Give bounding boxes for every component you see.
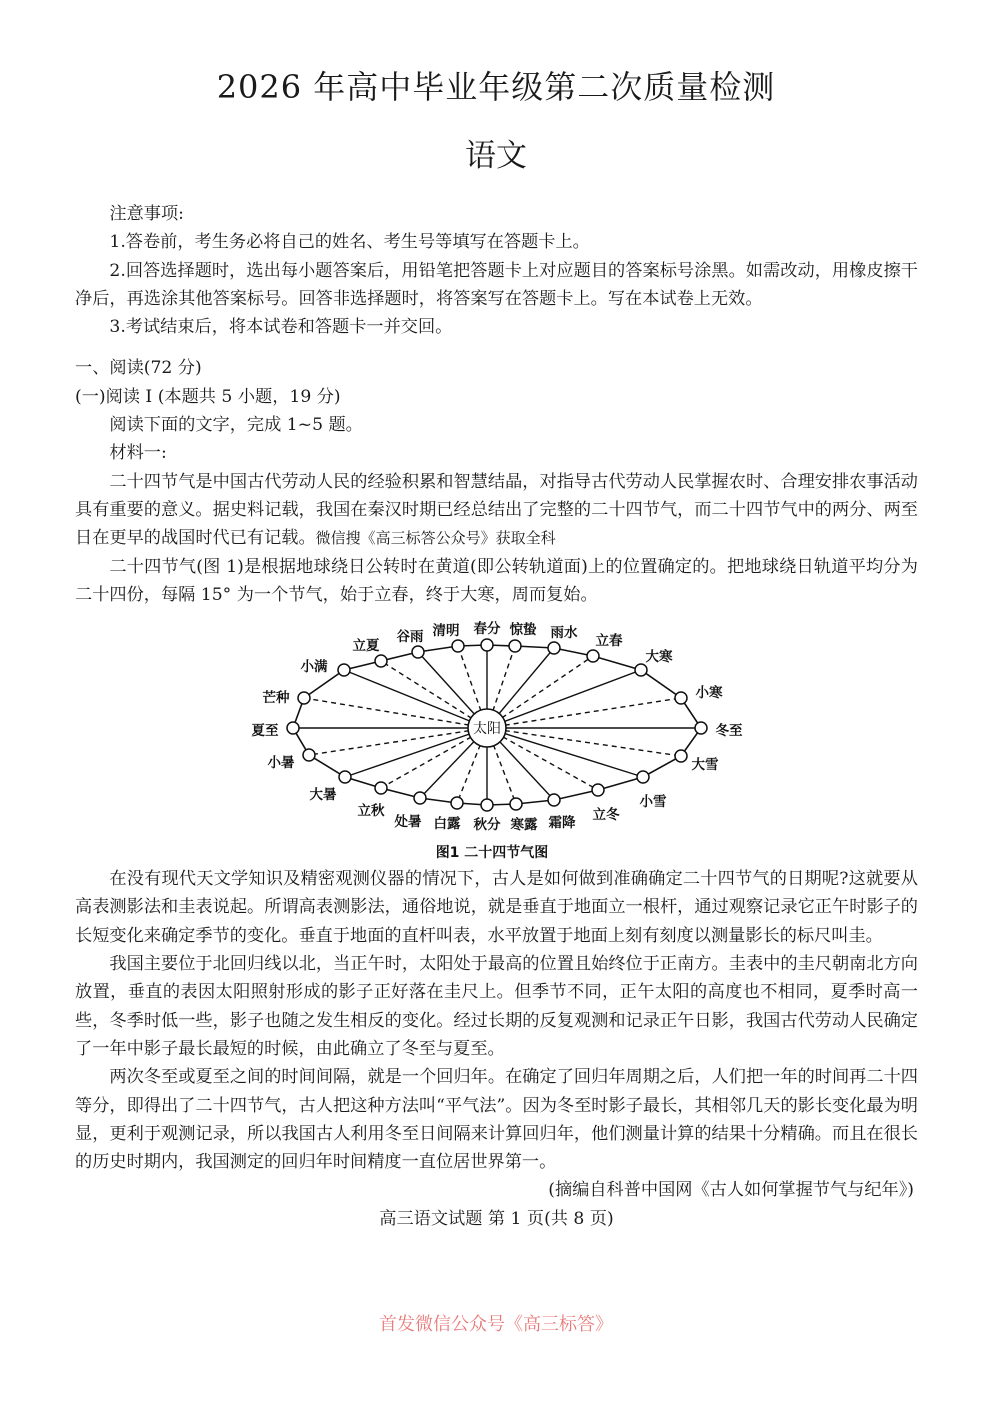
term-node (414, 792, 426, 804)
paragraph-2: 二十四节气(图 1)是根据地球绕日公转时在黄道(即公转轨道面)上的位置确定的。把地球绕日轨道平均分为二十四份，每隔 15° 为一个节气，始于立春，终于大寒，周而复始。 (75, 556, 918, 605)
term-label: 夏至 (251, 723, 279, 740)
term-label: 立冬 (592, 807, 620, 824)
paragraph-3: 在没有现代天文学知识及精密观测仪器的情况下，古人是如何做到准确确定二十四节气的日期呢?这就要从高表测影法和圭表说起。所谓高表测影法，通俗地说，就是垂直于地面立一根杆，通过观察记录它正午时影子的长短变化来确定季节的变化。垂直于地面的直杆叫表，水平放置于地面上刻有刻度以测量影长的标尺叫圭。 (75, 869, 918, 946)
solar-terms-diagram (75, 613, 918, 865)
term-label: 小暑 (267, 755, 295, 772)
term-node (481, 799, 493, 811)
term-node (548, 642, 560, 654)
term-label: 秋分 (473, 817, 501, 834)
term-node (375, 655, 387, 667)
term-node (592, 784, 604, 796)
paragraph-5: 两次冬至或夏至之间的时间间隔，就是一个回归年。在确定了回归年周期之后，人们把一年的时间再二十四等分，即得出了二十四节气，古人把这种方法叫“平气法”。因为冬至时影子最长，其相邻几天的影长变化最为明显，更利于观测记录，所以我国古人利用冬至日间隔来计算回归年，他们测量计算的结果十分精确。而且在很长的历史时期内，我国测定的回归年时间精度一直位居世界第一。 (75, 1067, 918, 1173)
term-node (338, 664, 350, 676)
term-label: 小寒 (695, 685, 723, 702)
term-node (675, 750, 687, 762)
term-node (287, 722, 299, 734)
term-label: 处暑 (394, 814, 422, 831)
term-label: 大暑 (309, 787, 337, 804)
sun-ray-line (304, 698, 487, 728)
term-node (635, 664, 647, 676)
term-node (548, 794, 560, 806)
subsection-title: (一)阅读 I (本题共 5 小题，19 分) (75, 386, 341, 407)
paragraph-1 (75, 468, 918, 553)
term-node (675, 692, 687, 704)
term-label: 芒种 (262, 690, 290, 707)
term-node (375, 782, 387, 794)
term-label: 春分 (473, 621, 501, 638)
instruction: 阅读下面的文字，完成 1~5 题。 (109, 415, 363, 436)
term-node (509, 640, 521, 652)
term-label: 立夏 (352, 638, 380, 655)
notice-item: 1.答卷前，考生务必将自己的姓名、考生号等填写在答题卡上。 (109, 232, 590, 253)
notice-heading: 注意事项: (109, 204, 184, 224)
term-label: 清明 (432, 623, 460, 640)
term-node (412, 646, 424, 658)
term-label: 霜降 (548, 815, 576, 832)
term-label: 小雪 (639, 794, 667, 811)
term-node (695, 722, 707, 734)
term-node (303, 749, 315, 761)
term-node (481, 639, 493, 651)
term-label: 小满 (300, 659, 328, 676)
sun-ray-line (487, 670, 641, 728)
sun-ray-line (487, 698, 681, 728)
term-label: 立秋 (357, 803, 385, 820)
sun-ray-line (344, 670, 487, 728)
term-node (339, 771, 351, 783)
term-label: 冬至 (715, 723, 743, 740)
term-label: 惊蛰 (509, 622, 537, 639)
source-citation: (摘编自科普中国网《古人如何掌握节气与纪年》) (548, 1180, 914, 1201)
term-label: 大寒 (645, 649, 673, 666)
term-label: 立春 (595, 633, 623, 650)
term-label: 雨水 (550, 625, 578, 642)
page-footer: 高三语文试题 第 1 页(共 8 页) (379, 1208, 614, 1229)
page-body (75, 200, 918, 1233)
sun-label: 太阳 (473, 721, 501, 738)
term-label: 白露 (433, 816, 461, 833)
term-label: 谷雨 (396, 629, 424, 646)
term-node (452, 640, 464, 652)
term-label: 寒露 (510, 817, 538, 834)
term-node (510, 798, 522, 810)
term-node (451, 797, 463, 809)
paragraph-text: 二十四节气是中国古代劳动人民的经验积累和智慧结晶，对指导古代劳动人民掌握农时、合理安排农事活动具有重要的意义。据史料记载，我国在秦汉时期已经总结出了完整的二十四节气，而二十四节气中的两分、两至日在更早的战国时代已有记载。 (75, 471, 918, 549)
material-label: 材料一: (109, 443, 167, 464)
term-label: 大雪 (691, 757, 719, 774)
sun-ray-line (345, 728, 487, 777)
watermark: 首发微信公众号《高三标答》 (379, 1314, 613, 1335)
subject-title: 语文 (465, 138, 527, 174)
sun-ray-line (487, 728, 681, 756)
paragraph-4: 我国主要位于北回归线以北，当正午时，太阳处于最高的位置且始终位于正南方。圭表中的圭尺朝南北方向放置，垂直的表因太阳照射形成的影子正好落在圭尺上。但季节不同，正午太阳的高度也不相同，夏季时高一些，冬季时低一些，影子也随之发生相反的变化。经过长期的反复观测和记录正午日影，我国古代劳动人民确定了一年中影子最长最短的时候，由此确立了冬至与夏至。 (75, 954, 918, 1059)
notice-item: 3.考试结束后，将本试卷和答题卡一并交回。 (109, 317, 453, 338)
notice-item: 2.回答选择题时，选出每小题答案后，用铅笔把答题卡上对应题目的答案标号涂黑。如需改动，用橡皮擦干净后，再选涂其他答案标号。回答非选择题时，将答案写在答题卡上。写在本试卷上无效。 (75, 260, 918, 309)
sun-ray-line (309, 728, 487, 755)
term-node (637, 771, 649, 783)
figure-caption: 图1 二十四节气图 (435, 845, 549, 862)
section-title: 一、阅读(72 分) (75, 358, 202, 379)
exam-title: 2026 年高中毕业年级第二次质量检测 (216, 68, 776, 106)
inline-note: 微信搜《高三标答公众号》获取全科 (315, 529, 556, 548)
term-node (298, 692, 310, 704)
term-node (587, 650, 599, 662)
